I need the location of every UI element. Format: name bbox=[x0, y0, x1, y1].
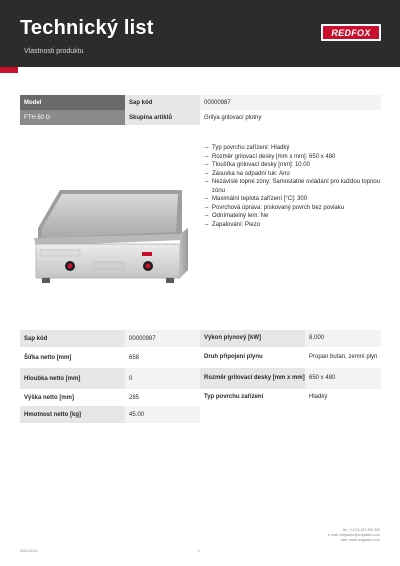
feature-item: – Zásuvka na odpadní tuk: Ano bbox=[205, 170, 385, 179]
spec-label bbox=[200, 406, 305, 423]
redfox-logo bbox=[321, 24, 381, 41]
feature-item: – Povrchová úprava: pískovaný povrch bez povlaku bbox=[205, 204, 385, 213]
contact-web: web: www.redgastro.com bbox=[340, 538, 380, 542]
spec-value: 8.000 bbox=[305, 330, 381, 347]
model-value: FTH 60 G bbox=[20, 110, 125, 125]
accent-bar bbox=[0, 67, 18, 73]
spec-value: 45.00 bbox=[125, 406, 200, 423]
feature-item: – Nezávislé topné zóny: Samostatné ovládání pro každou topnou zónu bbox=[205, 178, 385, 195]
model-table-value-row bbox=[20, 110, 381, 125]
spec-row bbox=[20, 330, 381, 347]
gas-griddle-product-image bbox=[30, 178, 190, 286]
contact-phone: tel.: (+420) 267 950 320 bbox=[342, 528, 380, 532]
spec-value: 650 x 480 bbox=[305, 368, 381, 389]
contact-info bbox=[328, 528, 380, 543]
feature-item: – Rozměr grilovací desky [mm x mm]: 650 x 480 bbox=[205, 153, 385, 162]
spec-label: Sap kód bbox=[20, 330, 125, 347]
feature-item: – Tloušťka grilovací desky [mm]: 10.00 bbox=[205, 161, 385, 170]
feature-item: – Zapalování: Piezo bbox=[205, 221, 385, 230]
spec-row bbox=[20, 389, 381, 406]
model-table bbox=[20, 95, 381, 125]
spec-label: Druh připojení plynu bbox=[200, 347, 305, 368]
page-subtitle: Vlastnosti produktu bbox=[24, 48, 84, 55]
spec-label: Výkon plynový [kW] bbox=[200, 330, 305, 347]
logo-badge bbox=[323, 26, 379, 39]
article-group-label: Skupina artiklů bbox=[125, 110, 200, 125]
model-table-header-row bbox=[20, 95, 381, 110]
sap-code-label: Sap kód bbox=[125, 95, 200, 110]
spec-label: Hmotnost netto [kg] bbox=[20, 406, 125, 423]
spec-label: Rozměr grilovací desky [mm x mm] bbox=[200, 368, 305, 389]
spec-value: 0 bbox=[125, 368, 200, 389]
spec-row bbox=[20, 347, 381, 368]
spec-value: 658 bbox=[125, 347, 200, 368]
footer-date: 2024-09-01 bbox=[20, 549, 38, 553]
spec-value: Hladký bbox=[305, 389, 381, 406]
logo-text: REDFOX bbox=[331, 27, 371, 38]
spec-label: Výška netto [mm] bbox=[20, 389, 125, 406]
header-bar bbox=[0, 0, 400, 67]
spec-label: Hloubka netto [mm] bbox=[20, 368, 125, 389]
spec-value bbox=[305, 406, 381, 423]
article-group-value: Grilya grilovací plotny bbox=[200, 110, 381, 125]
spec-label: Typ povrchu zařízení bbox=[200, 389, 305, 406]
feature-item: – Typ povrchu zařízení: Hladký bbox=[205, 144, 385, 153]
contact-email: e-mail: redgastro@redgastro.com bbox=[327, 533, 380, 537]
sap-code-value: 00000987 bbox=[200, 95, 381, 110]
spec-value: Propan butan, zemní plyn bbox=[305, 347, 381, 368]
feature-item: – Odnímatelný lem: Ne bbox=[205, 212, 385, 221]
spec-table bbox=[20, 330, 381, 423]
spec-value: 285 bbox=[125, 389, 200, 406]
page-number: 1 bbox=[198, 549, 200, 553]
spec-row bbox=[20, 368, 381, 389]
spec-value: 00000987 bbox=[125, 330, 200, 347]
feature-item: – Maximální teplota zařízení [°C]: 300 bbox=[205, 195, 385, 204]
spec-row bbox=[20, 406, 381, 423]
feature-list bbox=[205, 144, 385, 229]
model-label: Model bbox=[20, 95, 125, 110]
spec-label: Šířka netto [mm] bbox=[20, 347, 125, 368]
page-title: Technický list bbox=[20, 17, 154, 39]
